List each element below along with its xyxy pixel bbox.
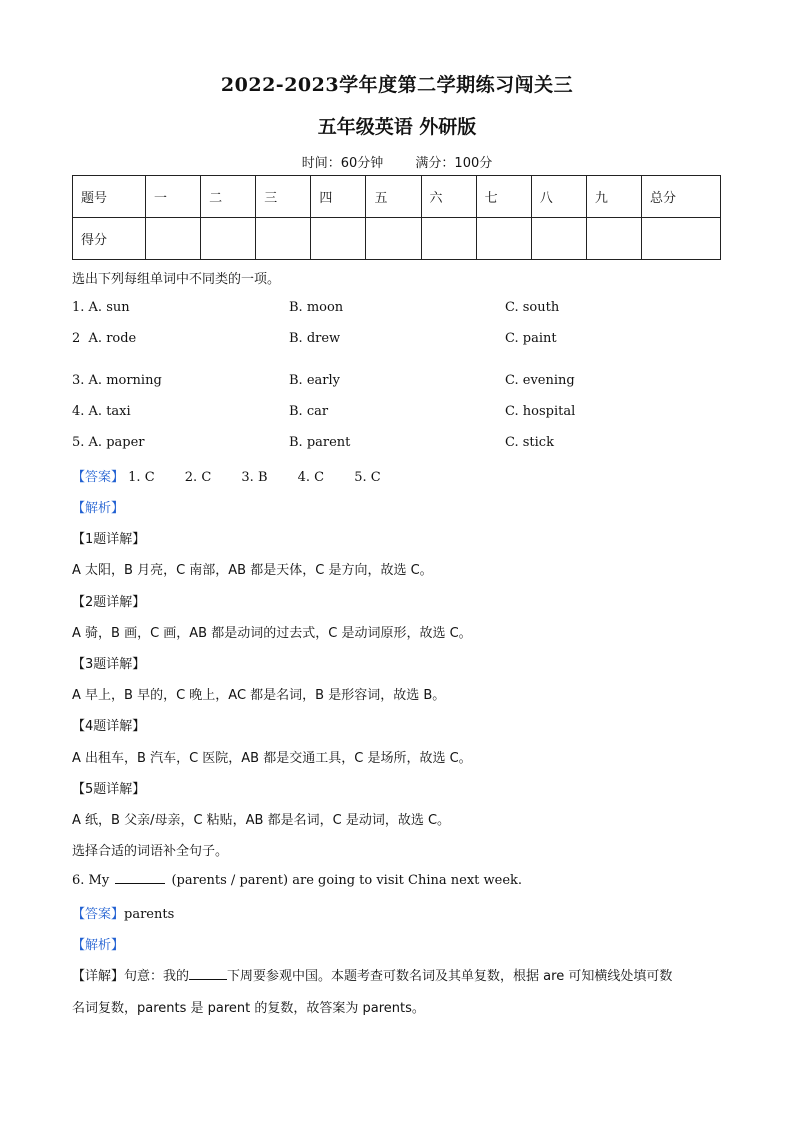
analysis-label: 【解析】 (72, 501, 125, 516)
score-header-cell: 八 (531, 176, 586, 218)
detail-label-4: 【4题详解】 (72, 719, 146, 734)
score-cell[interactable] (476, 218, 531, 260)
q6-answer-label: 【答案】 (72, 907, 125, 922)
score-header-cell: 题号 (73, 176, 146, 218)
detail-label-5: 【5题详解】 (72, 782, 146, 797)
q5-option-a: 5. A. paper (72, 435, 145, 450)
q6-detail-after: 下周要参观中国。本题考查可数名词及其单复数，根据 are 可知横线处填可数 (227, 969, 673, 984)
q6-analysis-label: 【解析】 (72, 938, 125, 953)
q3-option-a: 3. A. morning (72, 373, 162, 388)
question-6 (72, 872, 522, 888)
score-table-header-row (73, 176, 721, 218)
score-cell[interactable] (642, 218, 721, 260)
answer-item: 2. C (184, 470, 212, 485)
score-cell[interactable] (531, 218, 586, 260)
q6-answer: parents (124, 907, 175, 922)
q6-detail-blank (189, 968, 227, 980)
q5-option-b: B. parent (289, 435, 351, 450)
detail-label-3: 【3题详解】 (72, 657, 146, 672)
score-header-cell: 二 (201, 176, 256, 218)
score-cell[interactable] (201, 218, 256, 260)
q3-option-c: C. evening (505, 373, 575, 388)
q6-detail-line2: 名词复数，parents 是 parent 的复数，故答案为 parents。 (72, 1001, 425, 1016)
section2-instruction: 选择合适的词语补全句子。 (72, 844, 229, 859)
q2-option-a: 2 A. rode (72, 331, 137, 346)
score-header-cell: 一 (146, 176, 201, 218)
q1-option-b: B. moon (289, 300, 344, 315)
exam-full-score: 满分：100分 (415, 156, 493, 171)
score-table-score-row (73, 218, 721, 260)
answer-item: 3. B (241, 470, 268, 485)
score-cell[interactable] (146, 218, 201, 260)
score-cell[interactable] (421, 218, 476, 260)
score-cell[interactable] (256, 218, 311, 260)
detail-label-1: 【1题详解】 (72, 532, 146, 547)
answer-line (72, 466, 407, 485)
q6-detail-before: 句意：我的 (124, 969, 190, 984)
detail-text-3: A 早上，B 早的，C 晚上，AC 都是名词，B 是形容词，故选 B。 (72, 688, 446, 703)
detail-text-1: A 太阳，B 月亮，C 南部，AB 都是天体，C 是方向，故选 C。 (72, 563, 433, 578)
q6-detail-label: 【详解】 (72, 969, 125, 984)
q1-option-c: C. south (505, 300, 560, 315)
q6-blank[interactable] (115, 872, 165, 884)
answer-item: 1. C (128, 470, 155, 485)
q2-option-b: B. drew (289, 331, 341, 346)
answer-item: 4. C (297, 470, 325, 485)
document-subtitle: 五年级英语 外研版 (317, 116, 477, 138)
score-header-cell: 总分 (642, 176, 721, 218)
score-header-cell: 三 (256, 176, 311, 218)
score-header-cell: 九 (586, 176, 641, 218)
answer-item: 5. C (354, 470, 381, 485)
q4-option-a: 4. A. taxi (72, 404, 131, 419)
score-header-cell: 六 (421, 176, 476, 218)
section1-instruction: 选出下列每组单词中不同类的一项。 (72, 272, 281, 287)
q4-option-c: C. hospital (505, 404, 576, 419)
detail-label-2: 【2题详解】 (72, 595, 146, 610)
score-cell[interactable] (311, 218, 366, 260)
exam-time: 时间：60分钟 (301, 156, 384, 171)
score-cell[interactable] (366, 218, 421, 260)
q1-option-a: 1. A. sun (72, 300, 130, 315)
score-header-cell: 七 (476, 176, 531, 218)
q4-option-b: B. car (289, 404, 329, 419)
q6-answer-line (72, 903, 174, 922)
score-table (72, 175, 721, 260)
exam-meta (0, 152, 794, 171)
score-row-label: 得分 (73, 218, 146, 260)
detail-text-4: A 出租车，B 汽车，C 医院，AB 都是交通工具，C 是场所，故选 C。 (72, 751, 472, 766)
q6-prefix: 6. My (72, 873, 110, 888)
document-title: 2022-2023学年度第二学期练习闯关三 (220, 74, 574, 96)
score-header-cell: 四 (311, 176, 366, 218)
score-header-cell: 五 (366, 176, 421, 218)
answer-label: 【答案】 (72, 470, 125, 485)
q3-option-b: B. early (289, 373, 340, 388)
q6-detail-line1 (72, 965, 672, 984)
detail-text-2: A 骑，B 画，C 画，AB 都是动词的过去式，C 是动词原形，故选 C。 (72, 626, 472, 641)
detail-text-5: A 纸，B 父亲/母亲，C 粘贴，AB 都是名词，C 是动词，故选 C。 (72, 813, 451, 828)
q6-suffix: (parents / parent) are going to visit China next week. (171, 873, 523, 888)
q2-option-c: C. paint (505, 331, 557, 346)
score-cell[interactable] (586, 218, 641, 260)
q5-option-c: C. stick (505, 435, 554, 450)
